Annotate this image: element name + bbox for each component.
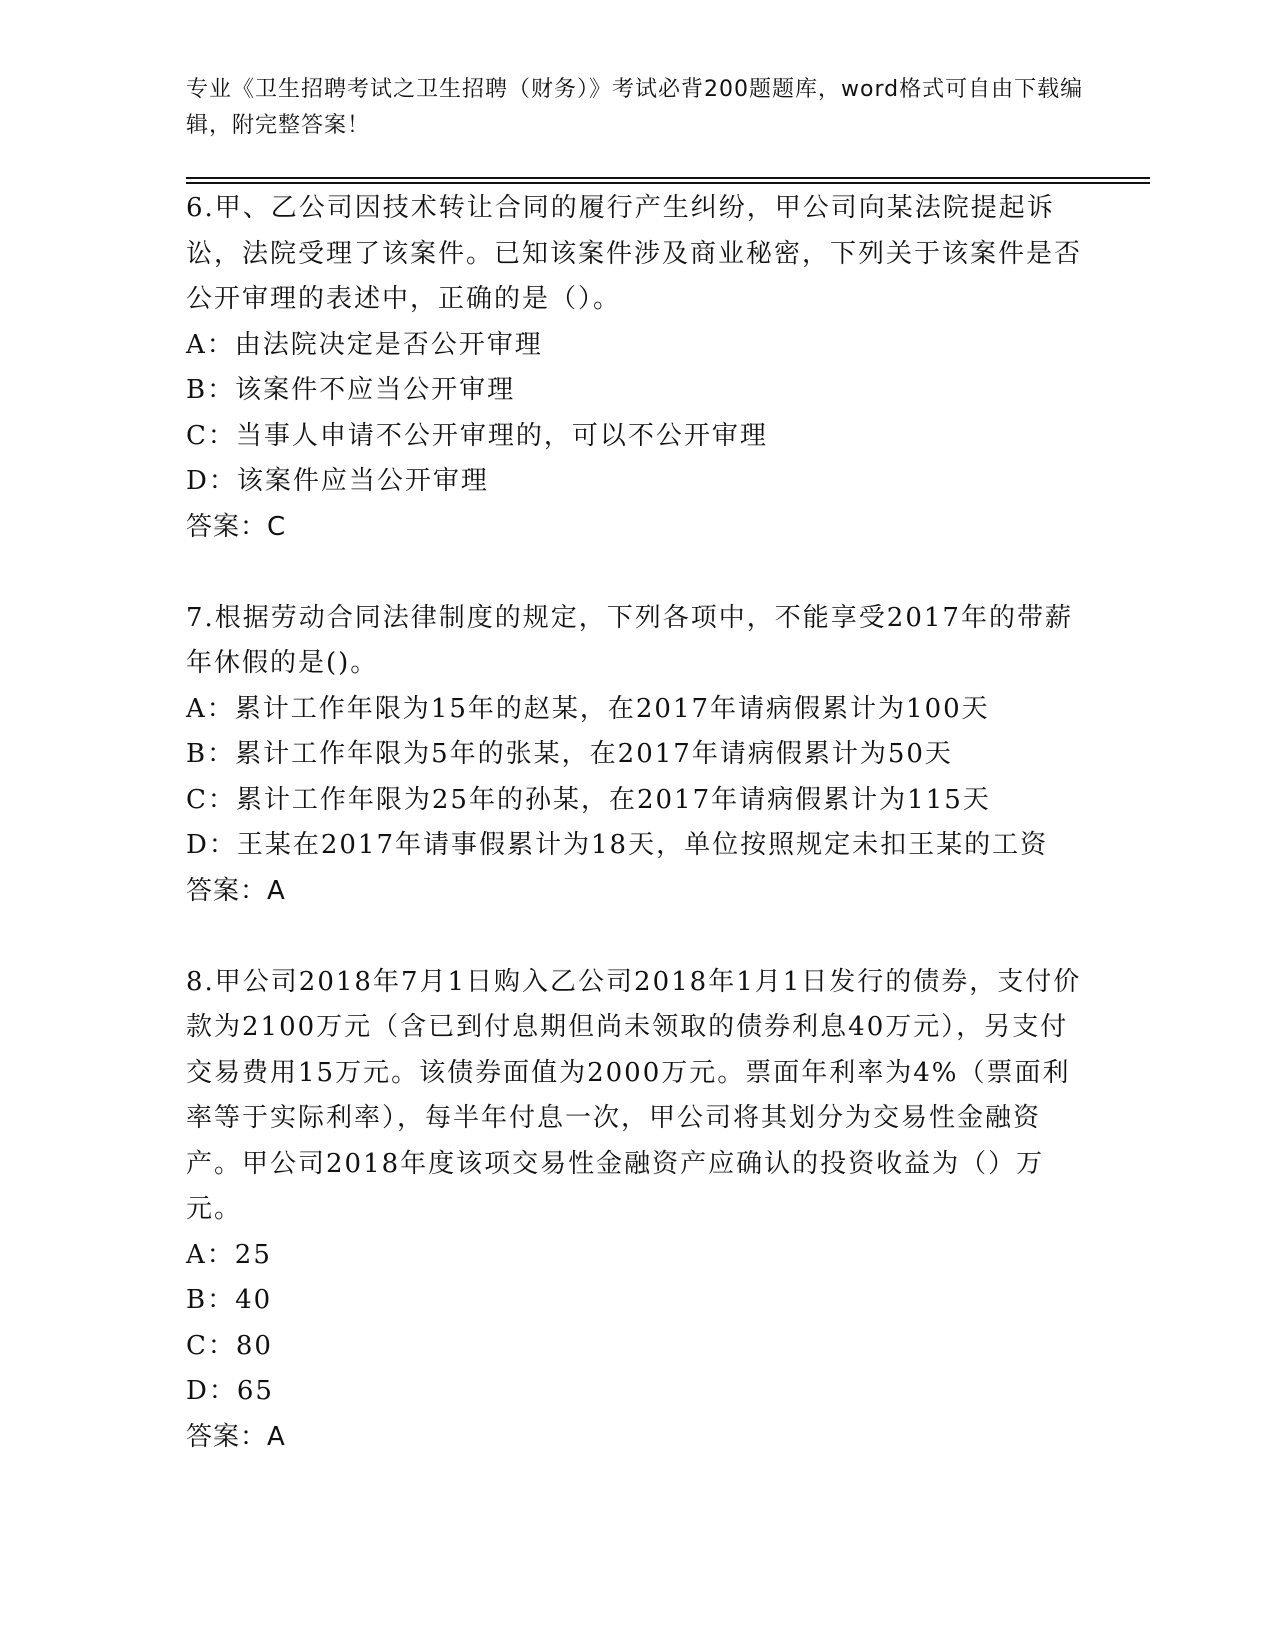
question-spacer — [186, 550, 1086, 596]
option-a: A：25 — [186, 1239, 272, 1270]
question-text: 6.甲、乙公司因技术转让合同的履行产生纠纷，甲公司向某法院提起诉讼，法院受理了该案件。已知该案件涉及商业秘密，下列关于该案件是否公开审理的表述中，正确的是（）。 — [186, 193, 1083, 314]
question-text: 7.根据劳动合同法律制度的规定，下列各项中，不能享受2017年的带薪年休假的是()。 — [186, 602, 1073, 678]
header-rule-top — [186, 177, 1150, 179]
option-c: C：80 — [186, 1330, 273, 1361]
option-b: B：40 — [186, 1285, 273, 1315]
answer-label: 答案：A — [186, 1421, 286, 1452]
question-7 — [186, 596, 1086, 915]
question-list — [186, 186, 1086, 1460]
option-c: C：累计工作年限为25年的孙某，在2017年请病假累计为115天 — [186, 784, 991, 815]
option-d: D：王某在2017年请事假累计为18天，单位按照规定未扣王某的工资 — [186, 830, 1049, 860]
option-b: B：累计工作年限为5年的张某，在2017年请病假累计为50天 — [186, 739, 953, 769]
option-d: D：65 — [186, 1376, 274, 1406]
document-header: 专业《卫生招聘考试之卫生招聘（财务）》考试必背200题题库，word格式可自由下载编辑，附完整答案！ — [186, 77, 1084, 138]
option-b: B：该案件不应当公开审理 — [186, 375, 516, 405]
header-rule-bottom — [186, 182, 1150, 184]
option-a: A：累计工作年限为15年的赵某，在2017年请病假累计为100天 — [186, 693, 990, 724]
answer-label: 答案：C — [186, 511, 287, 542]
question-6 — [186, 186, 1086, 550]
answer-label: 答案：A — [186, 875, 286, 906]
option-d: D：该案件应当公开审理 — [186, 466, 489, 496]
question-text: 8.甲公司2018年7月1日购入乙公司2018年1月1日发行的债券，支付价款为2100万元（含已到付息期但尚未领取的债券利息40万元），另支付交易费用15万元。该债券面值为2000万元。票面年利率为4%（票面利率等于实际利率），每半年付息一次，甲公司将其划分为交易性金融资产。甲公司2018年度该项交易性金融资产应确认的投资收益为（）万元。 — [186, 966, 1082, 1224]
option-c: C：当事人申请不公开审理的，可以不公开审理 — [186, 420, 768, 451]
option-a: A：由法院决定是否公开审理 — [186, 329, 543, 360]
question-spacer — [186, 914, 1086, 960]
question-8 — [186, 960, 1086, 1461]
